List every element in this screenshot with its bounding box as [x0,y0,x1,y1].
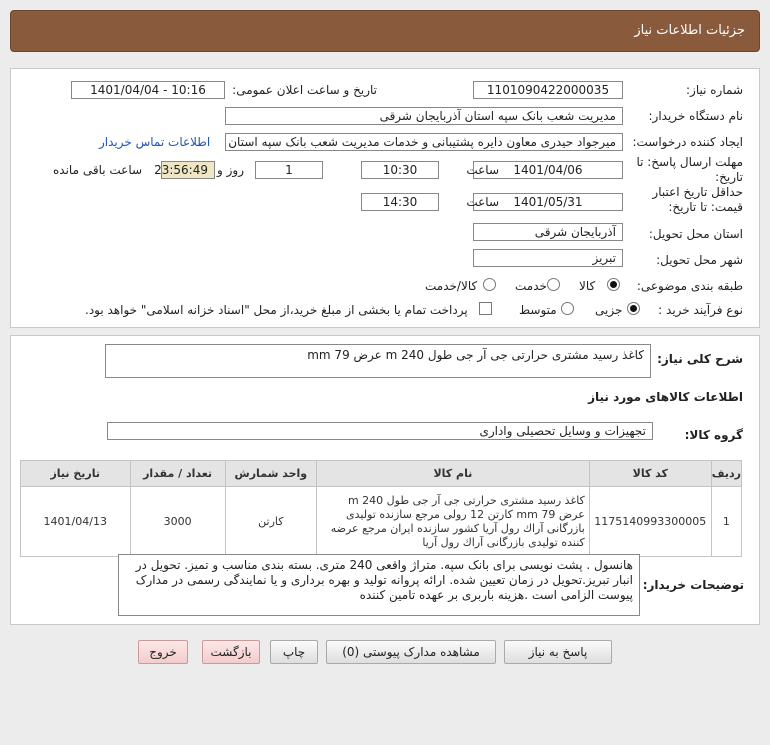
treasury-note: پرداخت تمام یا بخشی از مبلغ خرید،از محل "اسناد خزانه اسلامی" خواهد بود. [85,303,468,317]
page-title: جزئیات اطلاعات نیاز [634,23,745,38]
goods-table [20,460,742,557]
days-label: روز و [217,163,244,177]
table-header-row [21,461,742,487]
col-header-code: کد کالا [589,461,711,487]
buyer-notes-field: هانسول . پشت نویسی برای بانک سپه. متراژ واقعی 240 متری. بسته بندی مناسب و تمیز. تحویل در انبار تبریز.تحویل در زمان تعیین شده. ارائه پروانه تولید و بهره برداری و یا نمایندگی رسمی در مدارک پیوست الزامی است .هزینه باربری بر عهده تامین کننده [118,554,640,616]
requester-label: ایجاد کننده درخواست: [632,135,743,149]
treasury-checkbox[interactable] [479,302,492,315]
goods-group-field: تجهیزات و وسایل تحصیلی واداری [107,422,653,440]
summary-label: شرح کلی نیاز: [657,352,743,366]
cell-row-number: 1 [711,487,741,557]
province-field: آذربایجان شرقی [473,223,623,241]
cell-code: 1175140993300005 [589,487,711,557]
city-label: شهر محل تحویل: [656,253,743,267]
process-option-minor: جزیی [595,303,623,317]
goods-group-label: گروه کالا: [684,428,743,442]
need-info-panel [10,68,760,328]
cell-date: 1401/04/13 [21,487,131,557]
validity-label: حداقل تاریخ اعتبار قیمت: تا تاریخ: [652,185,743,214]
col-header-unit: واحد شمارش [225,461,316,487]
deadline-label: مهلت ارسال پاسخ: تا تاریخ: [636,155,743,184]
remaining-time-field: 23:56:49 [161,161,215,179]
goods-info-title: اطلاعات کالاهای مورد نیاز [588,390,743,404]
buyer-notes-label: توضیحات خریدار: [642,578,744,592]
process-radio-medium[interactable] [561,302,574,315]
process-label: نوع فرآیند خرید : [658,303,743,317]
deadline-date-field: 1401/04/06 [473,161,623,179]
remaining-label: ساعت باقی مانده [53,163,143,177]
category-option-goods: کالا [579,279,596,293]
days-field: 1 [255,161,323,179]
buyer-org-field: مدیریت شعب بانک سپه استان آذربایجان شرقی [225,107,623,125]
category-label: طبقه بندی موضوعی: [636,279,743,293]
deadline-time-field: 10:30 [361,161,439,179]
page-header [10,10,760,52]
cell-qty: 3000 [130,487,225,557]
province-label: استان محل تحویل: [648,227,743,241]
col-header-row-number: ردیف [711,461,741,487]
summary-field: کاغذ رسید مشتری حرارتی جی آر جی طول m 240 عرض mm 79 [105,344,651,378]
process-radio-minor[interactable] [627,302,640,315]
need-number-field: 1101090422000035 [473,81,623,99]
back-button[interactable]: بازگشت [202,640,260,664]
print-button[interactable]: چاپ [270,640,318,664]
col-header-date: تاریخ نیاز [21,461,131,487]
requester-field: میرجواد حیدری معاون دایره پشتیبانی و خدمات مدیریت شعب بانک سپه استان [225,133,623,151]
validity-date-field: 1401/05/31 [473,193,623,211]
exit-button[interactable]: خروج [138,640,188,664]
col-header-name: نام کالا [317,461,590,487]
category-radio-goods-service[interactable] [483,278,496,291]
announce-field: 1401/04/04 - 10:16 [71,81,225,99]
deadline-time-label: ساعت [466,163,499,177]
table-row [21,487,742,557]
need-number-label: شماره نیاز: [686,83,743,97]
contact-info-link[interactable]: اطلاعات تماس خریدار [99,135,211,149]
process-option-medium: متوسط [519,303,557,317]
col-header-qty: تعداد / مقدار [130,461,225,487]
validity-time-field: 14:30 [361,193,439,211]
category-radio-service[interactable] [547,278,560,291]
reply-button[interactable]: پاسخ به نیاز [504,640,612,664]
cell-unit: کارتن [225,487,316,557]
cell-name: کاغذ رسید مشتری حرارتی جی آر جی طول m 240 عرض 79 mm کارتن 12 رولی مرجع سازنده تولیدی بازرگانی آراك رول آریا کشور سازنده ایران مرجع عرضه کننده تولیدی بازرگانی آراك رول آریا [317,487,590,557]
city-field: تبریز [473,249,623,267]
category-radio-goods[interactable] [607,278,620,291]
category-option-goods-service: کالا/خدمت [425,279,478,293]
category-option-service: خدمت [515,279,547,293]
buyer-org-label: نام دستگاه خریدار: [648,109,743,123]
announce-label: تاریخ و ساعت اعلان عمومی: [232,83,377,97]
validity-time-label: ساعت [466,195,499,209]
attachments-button[interactable]: مشاهده مدارک پیوستی (0) [326,640,496,664]
